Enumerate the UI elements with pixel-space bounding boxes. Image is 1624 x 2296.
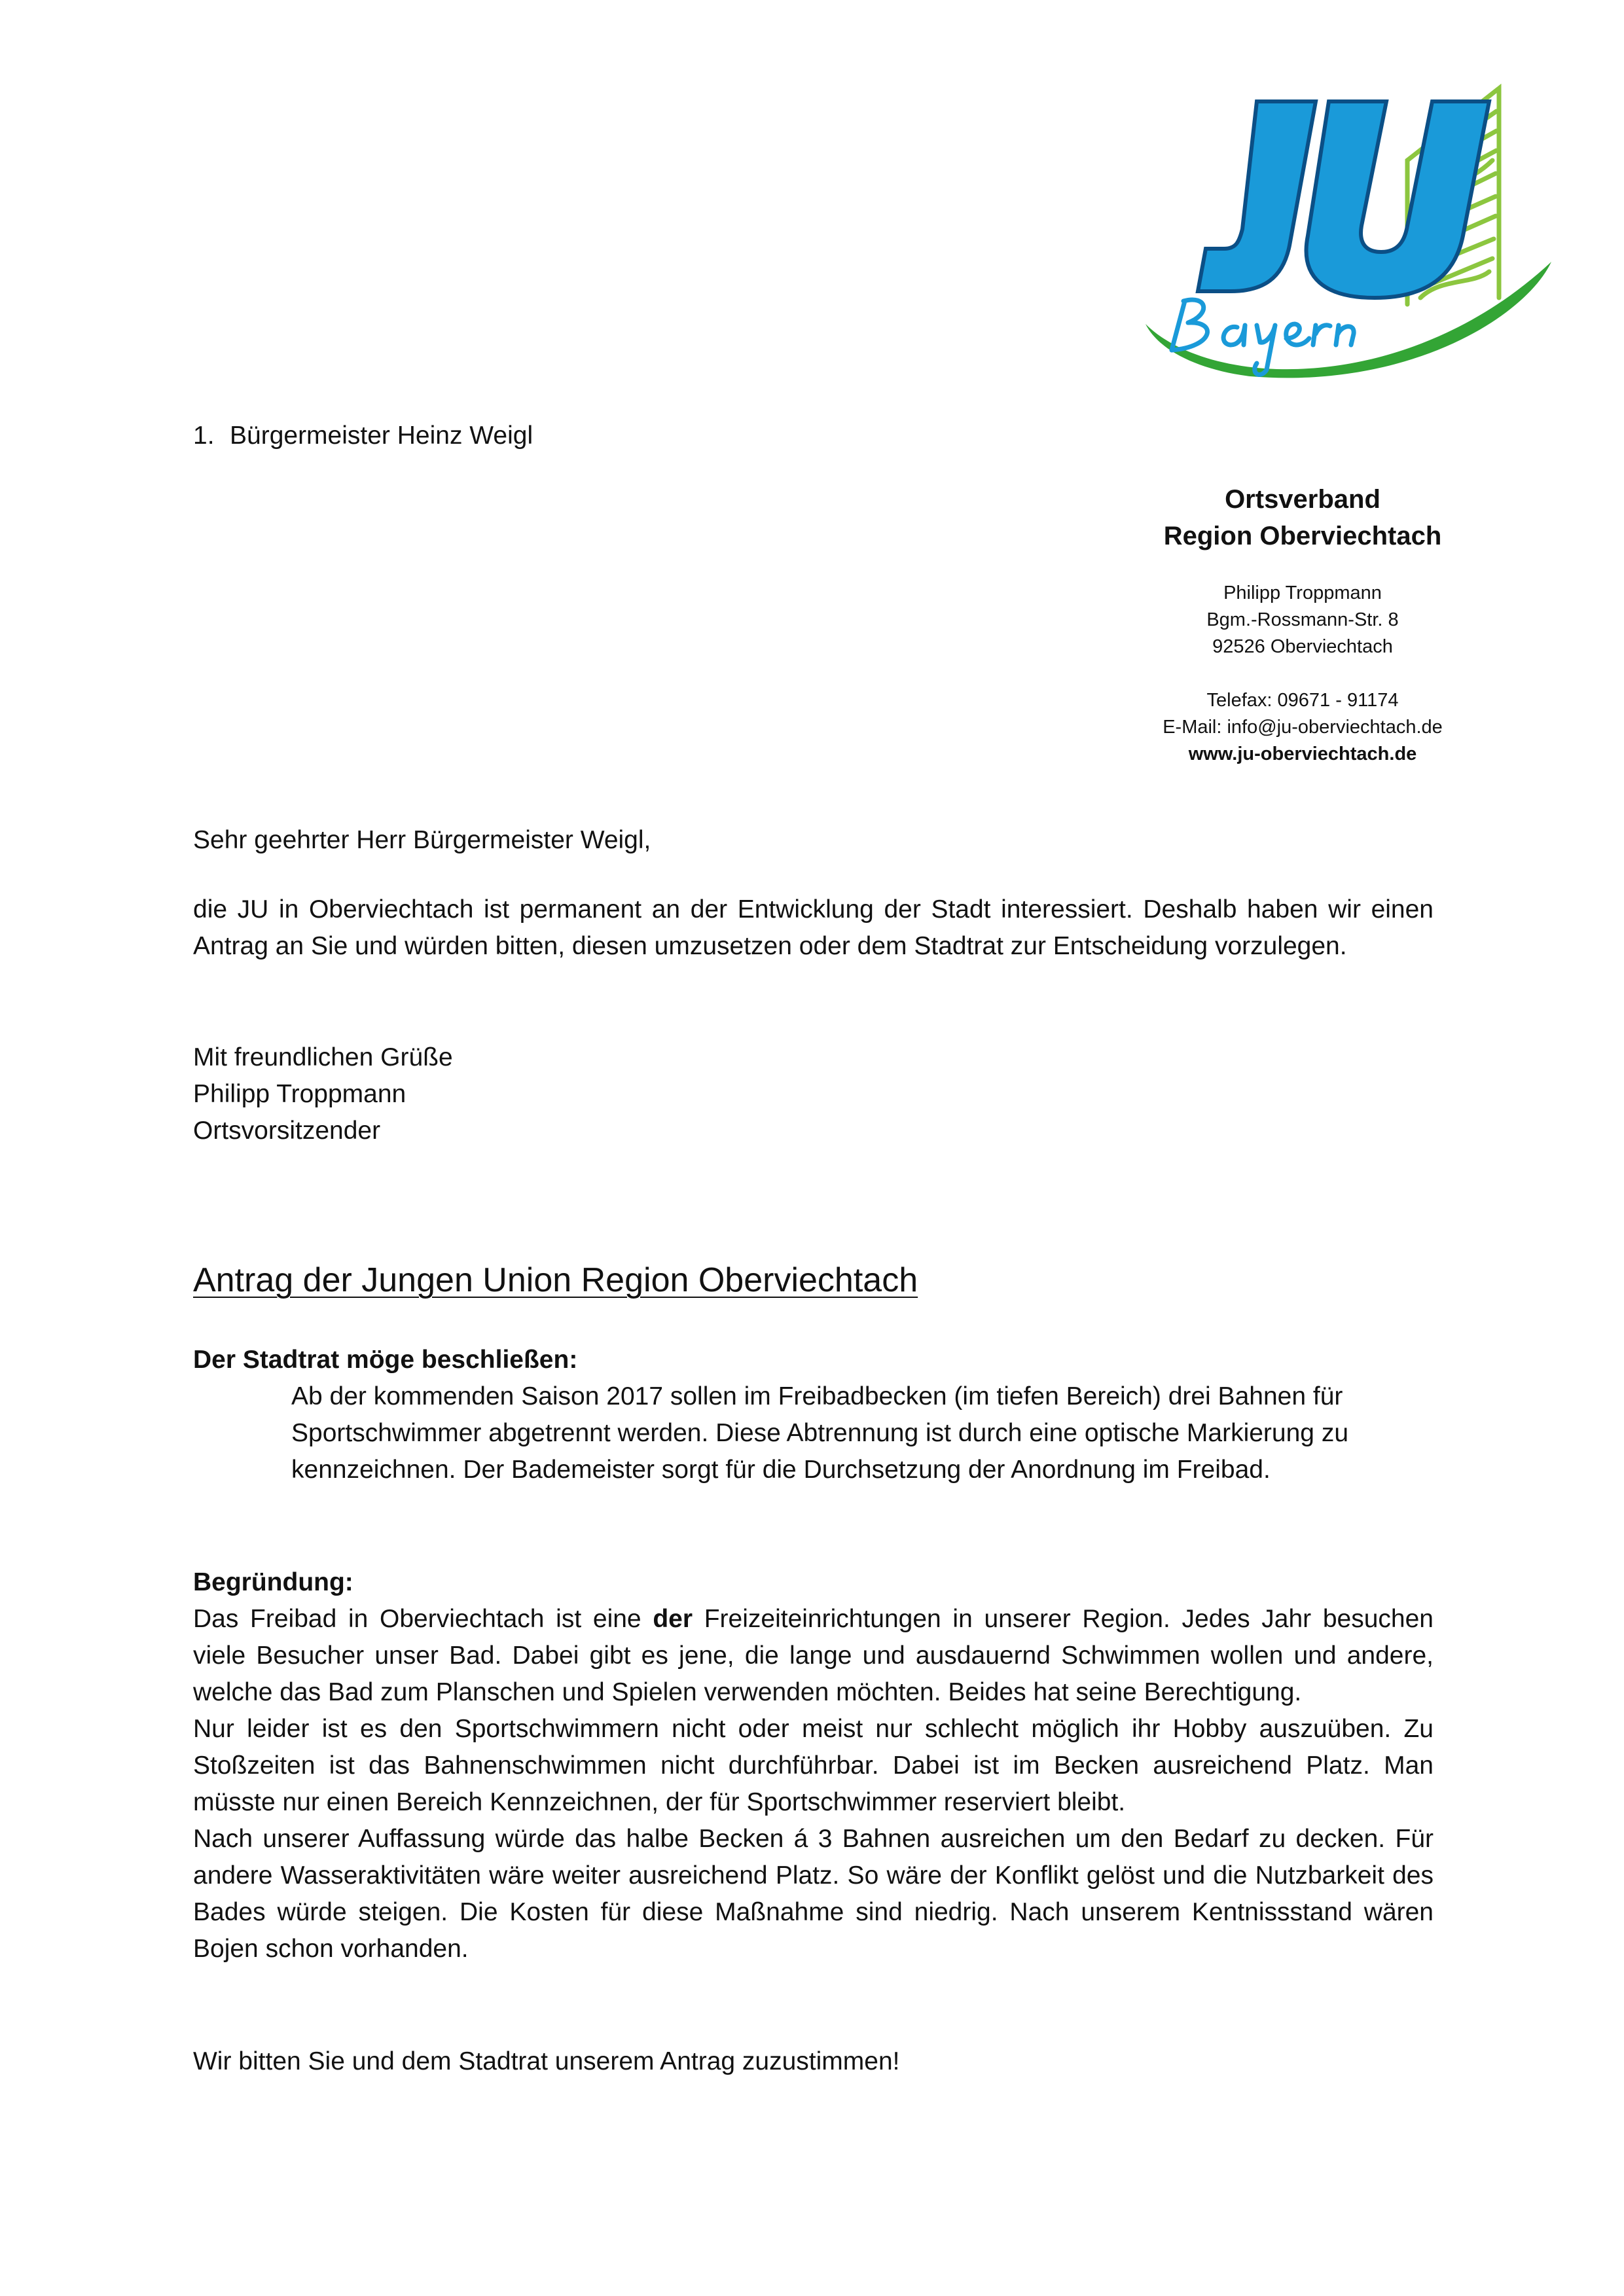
final-request: Wir bitten Sie und dem Stadtrat unserem Antrag zuzustimmen!	[193, 2047, 900, 2075]
sender-city: 92526 Oberviechtach	[1212, 636, 1393, 657]
reasoning-paragraph-3: Nach unserer Auffassung würde das halbe Becken á 3 Bahnen ausreichen um den Bedarf zu decken. Für andere Wasseraktivitäten wäre weiter ausreichend Platz. So wäre der Konflikt gelöst und die Nutzbarkeit des Bades würde steigen. Die Kosten für diese Maßnahme sind niedrig. Nach unserem Kentnissstand wären Bojen schon vorhanden.	[193, 1825, 1434, 1963]
reasoning-paragraph-2: Nur leider ist es den Sportschwimmern nicht oder meist nur schlecht möglich ihr Hobby auszuüben. Zu Stoßzeiten ist das Bahnenschwimmen nicht durchführbar. Dabei ist im Becken ausreichend Platz. Man müsste nur einen Bereich Kennzeichnen, der für Sportschwimmer reserviert bleibt.	[193, 1715, 1434, 1816]
sender-street: Bgm.-Rossmann-Str. 8	[1206, 609, 1399, 630]
signatory-name: Philipp Troppmann	[193, 1080, 406, 1108]
closing-phrase: Mit freundlichen Grüße	[193, 1043, 453, 1071]
reasoning-p1-end: Freizeiteinrichtungen in unserer Region. Jedes Jahr besuchen viele Besucher unser Bad. Dabei gibt es jene, die lange und ausdauernd Schwimmen wollen und andere, welche das Bad zum Planschen und Spielen verwenden möchten. Beides hat seine Berechtigung.	[193, 1605, 1434, 1706]
reasoning-p1-bold: der	[653, 1605, 693, 1633]
org-line-1: Ortsverband	[1225, 485, 1380, 514]
sender-address	[1113, 580, 1492, 660]
sender-website: www.ju-oberviechtach.de	[1188, 744, 1417, 764]
sender-email: E-Mail: info@ju-oberviechtach.de	[1163, 717, 1443, 738]
ju-bayern-logo	[1132, 82, 1564, 409]
sender-name: Philipp Troppmann	[1223, 583, 1382, 603]
recipient-name: Bürgermeister Heinz Weigl	[230, 422, 533, 450]
reasoning-text	[193, 1601, 1434, 1967]
sender-organization	[1113, 481, 1492, 554]
recipient-number: 1.	[193, 422, 215, 450]
signatory-title: Ortsvorsitzender	[193, 1117, 381, 1145]
org-line-2: Region Oberviechtach	[1163, 522, 1442, 550]
motion-label: Der Stadtrat möge beschließen:	[193, 1346, 578, 1374]
ju-lettering	[1198, 101, 1489, 298]
ju-bayern-logo-graphic	[1132, 82, 1564, 409]
motion-text: Ab der kommenden Saison 2017 sollen im Freibadbecken (im tiefen Bereich) drei Bahnen für Sportschwimmer abgetrennt werden. Diese Abtrennung ist durch eine optische Markierung zu kennzeichnen. Der Bademeister sorgt für die Durchsetzung der Anordnung im Freibad.	[291, 1382, 1349, 1484]
reasoning-label: Begründung:	[193, 1568, 353, 1596]
sender-contact	[1113, 687, 1492, 768]
intro-paragraph: die JU in Oberviechtach ist permanent an der Entwicklung der Stadt interessiert. Deshalb haben wir einen Antrag an Sie und würden bitten, diesen umzusetzen oder dem Stadtrat zur Entscheidung vorzulegen.	[193, 895, 1434, 960]
recipient-line	[193, 418, 533, 454]
reasoning-paragraph-1	[193, 1601, 1434, 1711]
salutation: Sehr geehrter Herr Bürgermeister Weigl,	[193, 826, 651, 854]
reasoning-p1-start: Das Freibad in Oberviechtach ist eine	[193, 1605, 653, 1633]
closing-block	[193, 1039, 1434, 1149]
sender-fax: Telefax: 09671 - 91174	[1206, 690, 1399, 711]
motion-heading: Antrag der Jungen Union Region Oberviechtach	[193, 1261, 918, 1299]
